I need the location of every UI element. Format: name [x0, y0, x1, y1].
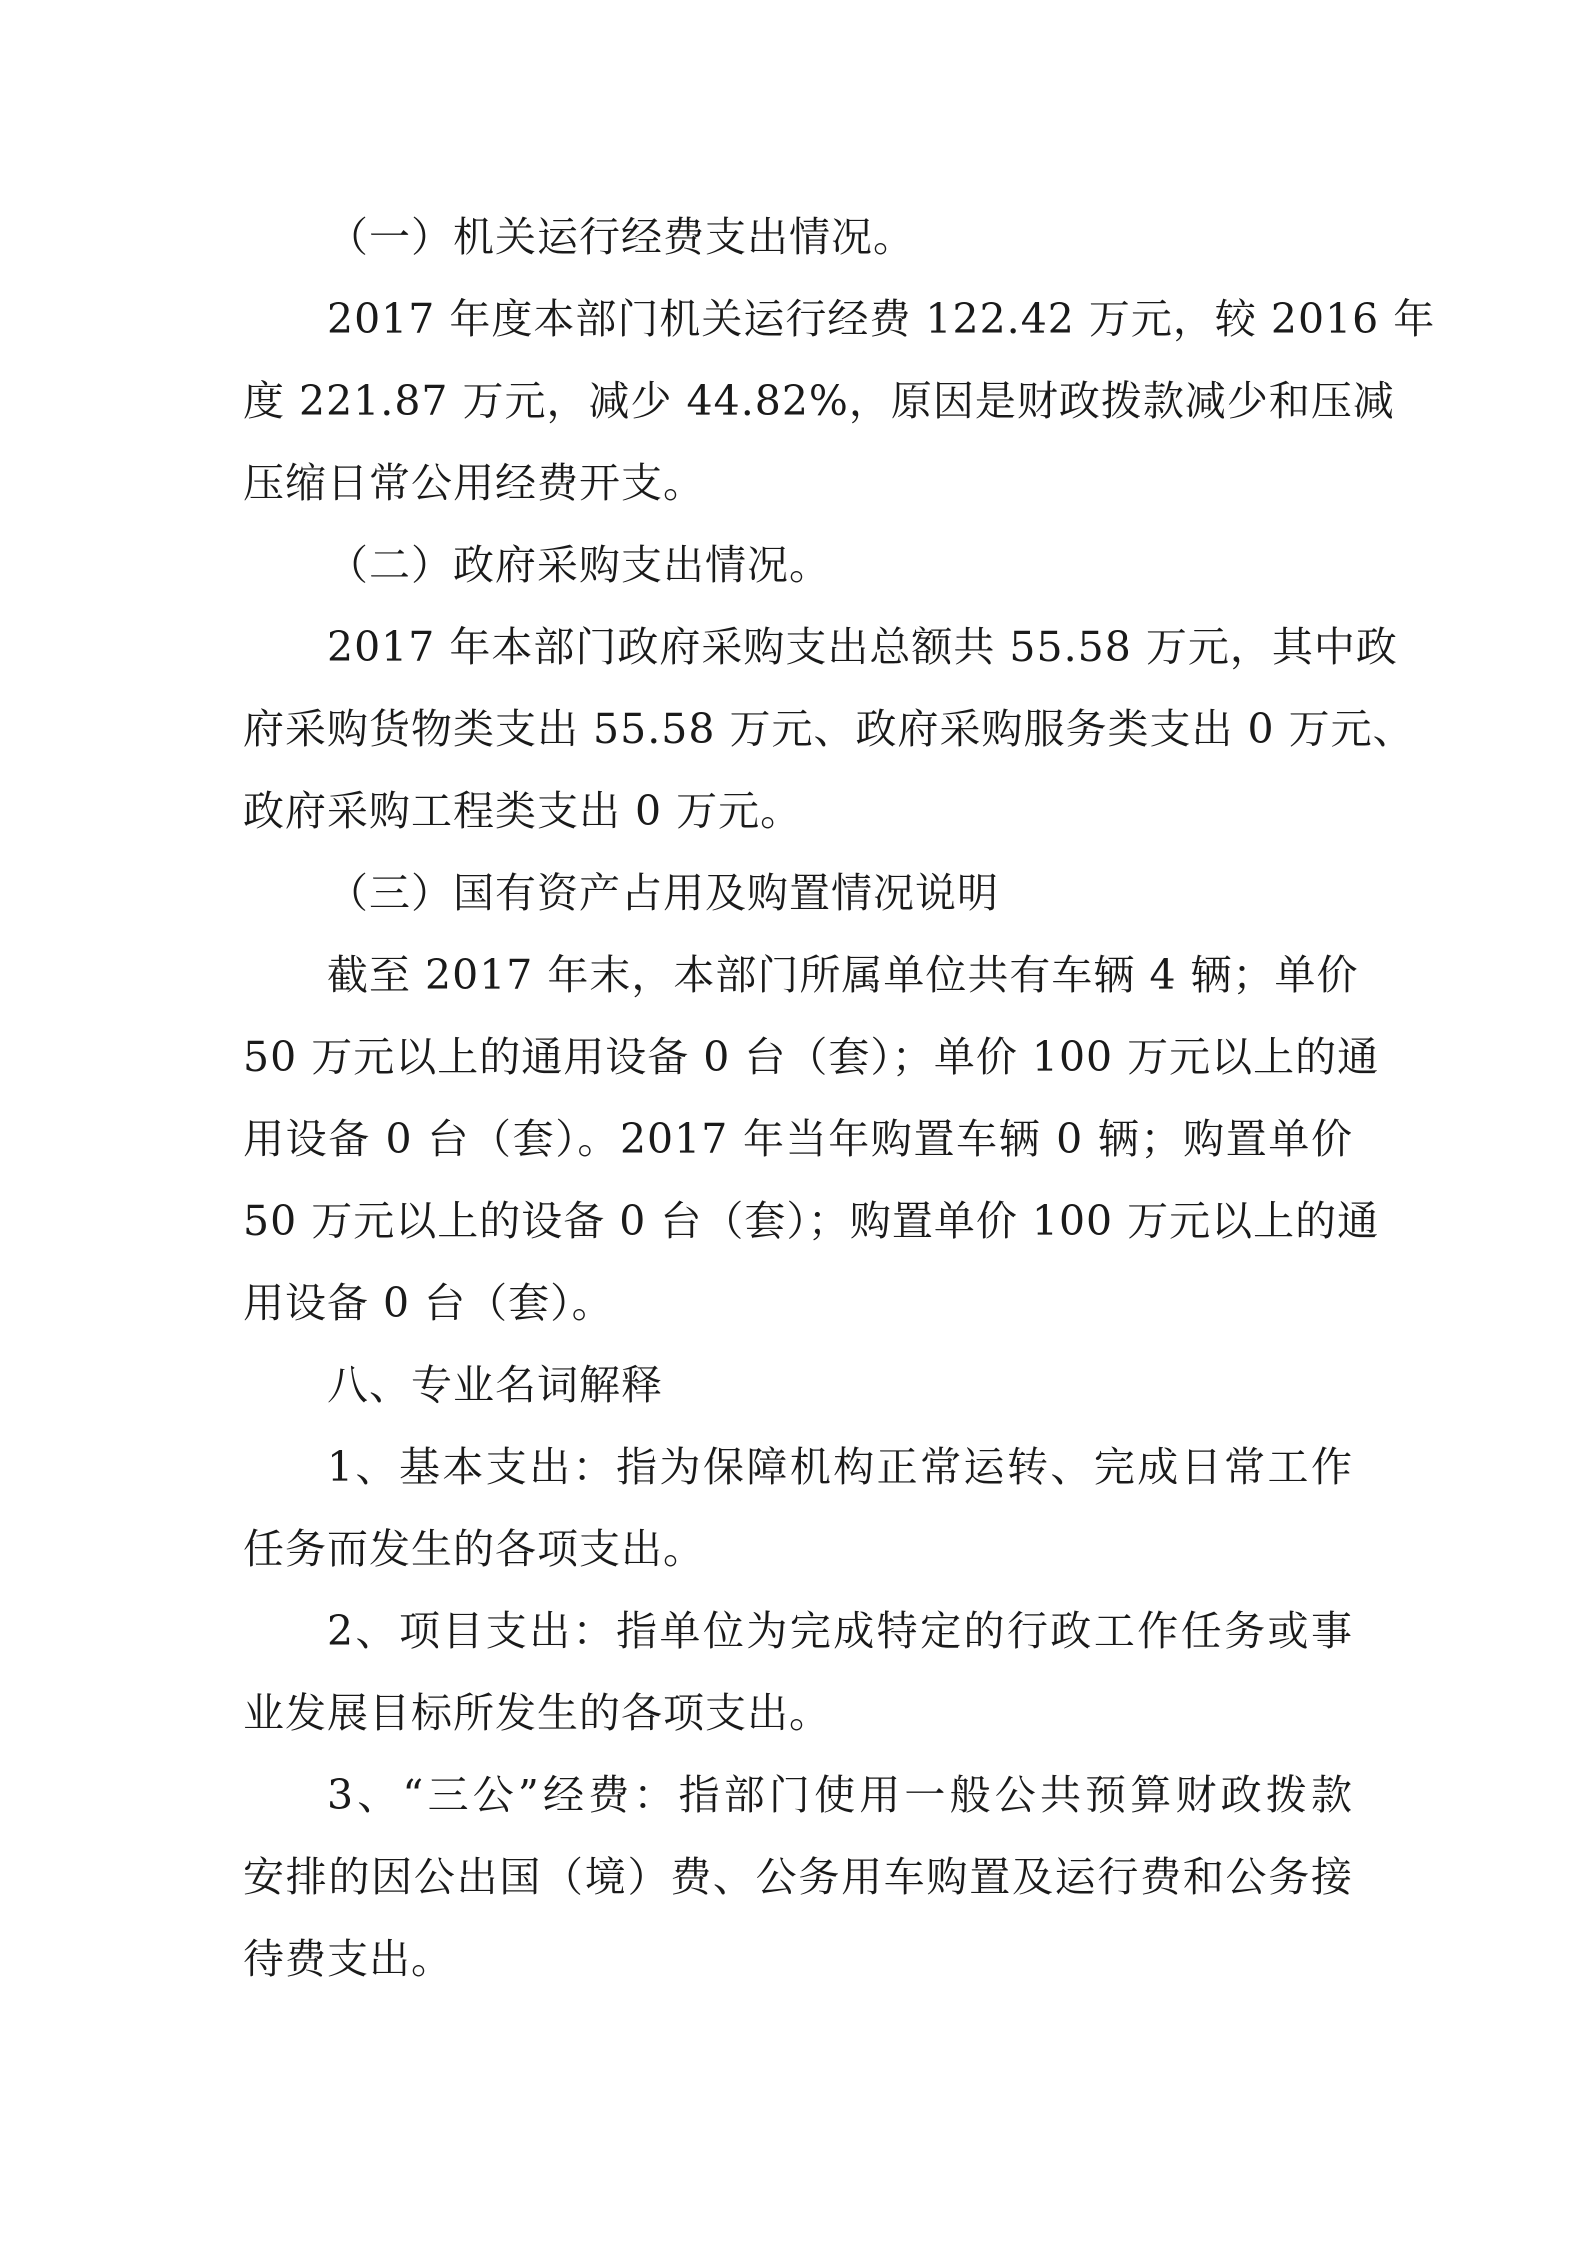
paragraph-official-operating-expenses	[243, 278, 1436, 524]
document-body	[243, 196, 1436, 2000]
paragraph-government-procurement	[243, 606, 1415, 852]
paragraph-line: 50 万元以上的通用设备 0 台（套）；单价 100 万元以上的通	[243, 1033, 1380, 1081]
glossary-item-basic-expenditure	[243, 1426, 1353, 1590]
paragraph-line: 截至 2017 年末，本部门所属单位共有车辆 4 辆；单价	[327, 951, 1359, 999]
paragraph-line: 用设备 0 台（套）。	[243, 1279, 614, 1327]
paragraph-line: 业发展目标所发生的各项支出。	[243, 1689, 831, 1737]
paragraph-line: 2、项目支出：指单位为完成特定的行政工作任务或事	[327, 1607, 1353, 1655]
paragraph-line: 府采购货物类支出 55.58 万元、政府采购服务类支出 0 万元、	[243, 705, 1415, 753]
heading-line: （一）机关运行经费支出情况。	[327, 213, 915, 261]
heading-line: （三）国有资产占用及购置情况说明	[327, 869, 999, 917]
paragraph-line: 50 万元以上的设备 0 台（套）；购置单价 100 万元以上的通	[243, 1197, 1380, 1245]
paragraph-line: 压缩日常公用经费开支。	[243, 459, 705, 507]
paragraph-line: 任务而发生的各项支出。	[243, 1525, 705, 1573]
paragraph-line: 用设备 0 台（套）。2017 年当年购置车辆 0 辆；购置单价	[243, 1115, 1353, 1163]
section-heading-official-operating-expenses	[243, 196, 1353, 278]
section-heading-state-assets	[243, 852, 1353, 934]
paragraph-line: 1、基本支出：指为保障机构正常运转、完成日常工作	[327, 1443, 1353, 1491]
paragraph-line: 度 221.87 万元，减少 44.82%，原因是财政拨款减少和压减	[243, 377, 1395, 425]
paragraph-line: 2017 年本部门政府采购支出总额共 55.58 万元，其中政	[327, 623, 1398, 671]
glossary-item-project-expenditure	[243, 1590, 1353, 1754]
paragraph-line: 政府采购工程类支出 0 万元。	[243, 787, 803, 835]
section-heading-government-procurement	[243, 524, 1353, 606]
paragraph-line: 3、“三公”经费：指部门使用一般公共预算财政拨款	[327, 1771, 1353, 1819]
paragraph-state-assets	[243, 934, 1380, 1344]
glossary-item-three-public-expenses	[243, 1754, 1353, 2000]
paragraph-line: 安排的因公出国（境）费、公务用车购置及运行费和公务接	[243, 1853, 1353, 1901]
section-heading-glossary	[243, 1344, 1353, 1426]
paragraph-line: 待费支出。	[243, 1935, 453, 1983]
paragraph-line: 2017 年度本部门机关运行经费 122.42 万元，较 2016 年	[327, 295, 1436, 343]
heading-line: 八、专业名词解释	[327, 1361, 663, 1409]
heading-line: （二）政府采购支出情况。	[327, 541, 831, 589]
